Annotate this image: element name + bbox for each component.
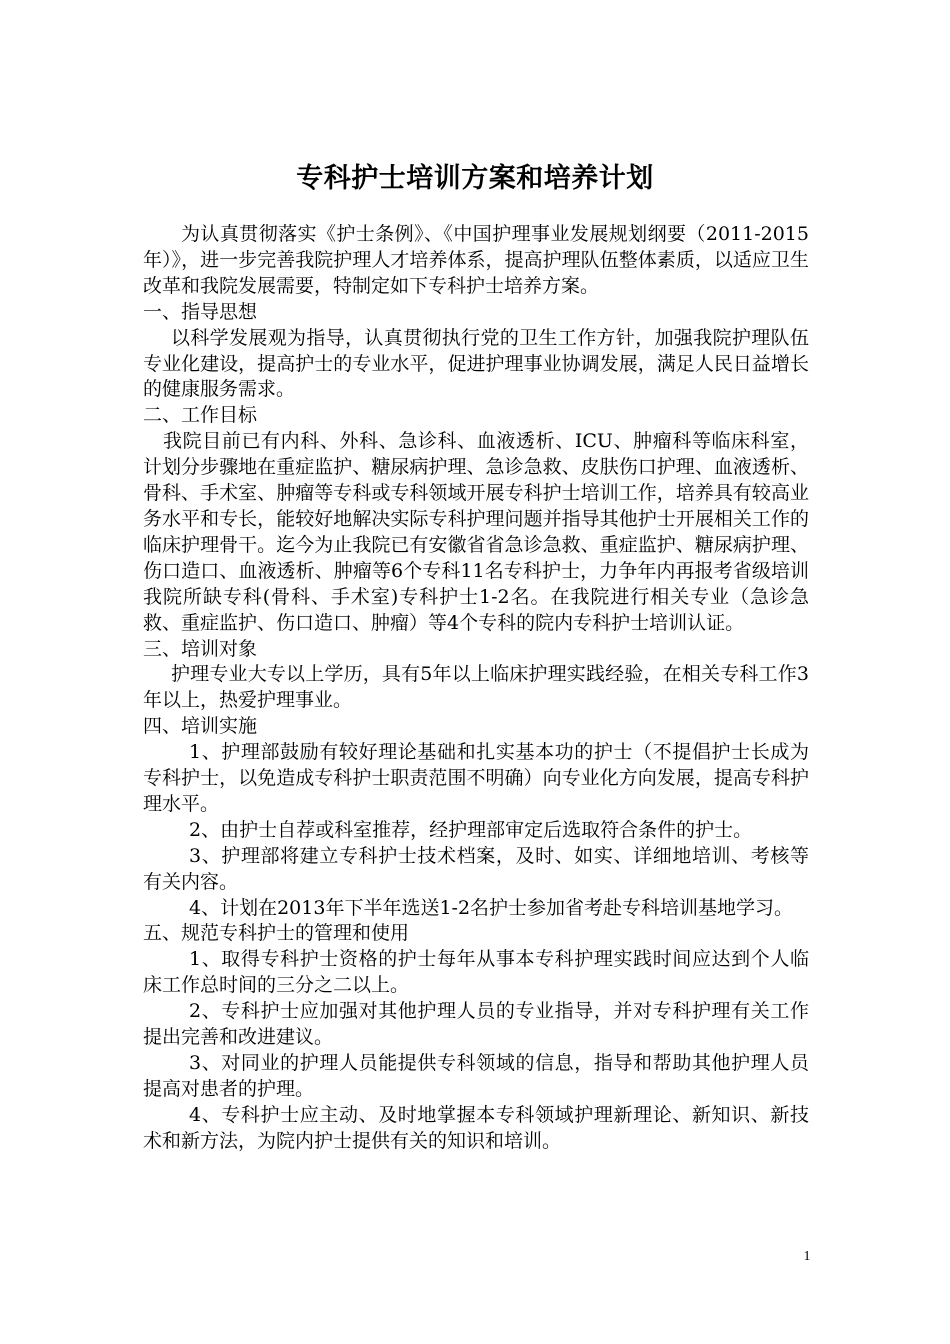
section-heading: 一、指导思想 — [143, 300, 258, 323]
section-heading: 五、规范专科护士的管理和使用 — [143, 922, 410, 945]
section-paragraph: 护理专业大专以上学历，具有5年以上临床护理实践经验，在相关专科工作3年以上，热爱护理事业。 — [143, 663, 809, 712]
document-title: 专科护士培训方案和培养计划 — [296, 163, 654, 194]
list-item: 3、对同业的护理人员能提供专科领域的信息，指导和帮助其他护理人员提高对患者的护理。 — [143, 1052, 809, 1100]
list-item: 3、护理部将建立专科护士技术档案，及时、如实、详细地培训、考核等有关内容。 — [143, 844, 809, 893]
document-body — [143, 222, 809, 1155]
section-heading: 二、工作目标 — [143, 404, 258, 427]
section-paragraph: 我院目前已有内科、外科、急诊科、血液透析、ICU、肿瘤科等临床科室，计划分步骤地在重症监护、糖尿病护理、急诊急救、皮肤伤口护理、血液透析、骨科、手术室、肿瘤等专科或专科领域开展专科护士培训工作，培养具有较高业务水平和专长，能较好地解决实际专科护理问题并指导其他护士开展相关工作的临床护理骨干。迄今为止我院已有安徽省省急诊急救、重症监护、糖尿病护理、伤口造口、血液透析、肿瘤等6个专科11名专科护士，力争年内再报考省级培训我院所缺专科(骨科、手术室)专科护士1-2名。在我院进行相关专业（急诊急救、重症监护、伤口造口、肿瘤）等4个专科的院内专科护士培训认证。 — [143, 430, 809, 634]
intro-paragraph: 为认真贯彻落实《护士条例》、《中国护理事业发展规划纲要（2011-2015年）》，进一步完善我院护理人才培养体系，提高护理队伍整体素质，以适应卫生改革和我院发展需要，特制定如下专科护士培养方案。 — [143, 223, 809, 297]
list-item: 1、取得专科护士资格的护士每年从事本专科护理实践时间应达到个人临床工作总时间的三分之二以上。 — [143, 948, 809, 997]
list-item: 2、由护士自荐或科室推荐，经护理部审定后选取符合条件的护士。 — [189, 818, 753, 841]
section-heading: 四、培训实施 — [143, 715, 258, 738]
list-item: 1、护理部鼓励有较好理论基础和扎实基本功的护士（不提倡护士长成为专科护士，以免造成专科护士职责范围不明确）向专业化方向发展，提高专科护理水平。 — [143, 741, 809, 815]
page-number: 1 — [803, 1249, 811, 1264]
section-heading: 三、培训对象 — [143, 637, 258, 660]
list-item: 4、专科护士应主动、及时地掌握本专科领域护理新理论、新知识、新技术和新方法，为院内护士提供有关的知识和培训。 — [143, 1103, 809, 1152]
list-item: 2、专科护士应加强对其他护理人员的专业指导，并对专科护理有关工作提出完善和改进建议。 — [143, 1000, 809, 1049]
list-item: 4、计划在2013年下半年选送1-2名护士参加省考赴专科培训基地学习。 — [189, 896, 794, 919]
section-paragraph: 以科学发展观为指导，认真贯彻执行党的卫生工作方针，加强我院护理队伍专业化建设，提高护士的专业水平，促进护理事业协调发展，满足人民日益增长的健康服务需求。 — [143, 326, 809, 401]
